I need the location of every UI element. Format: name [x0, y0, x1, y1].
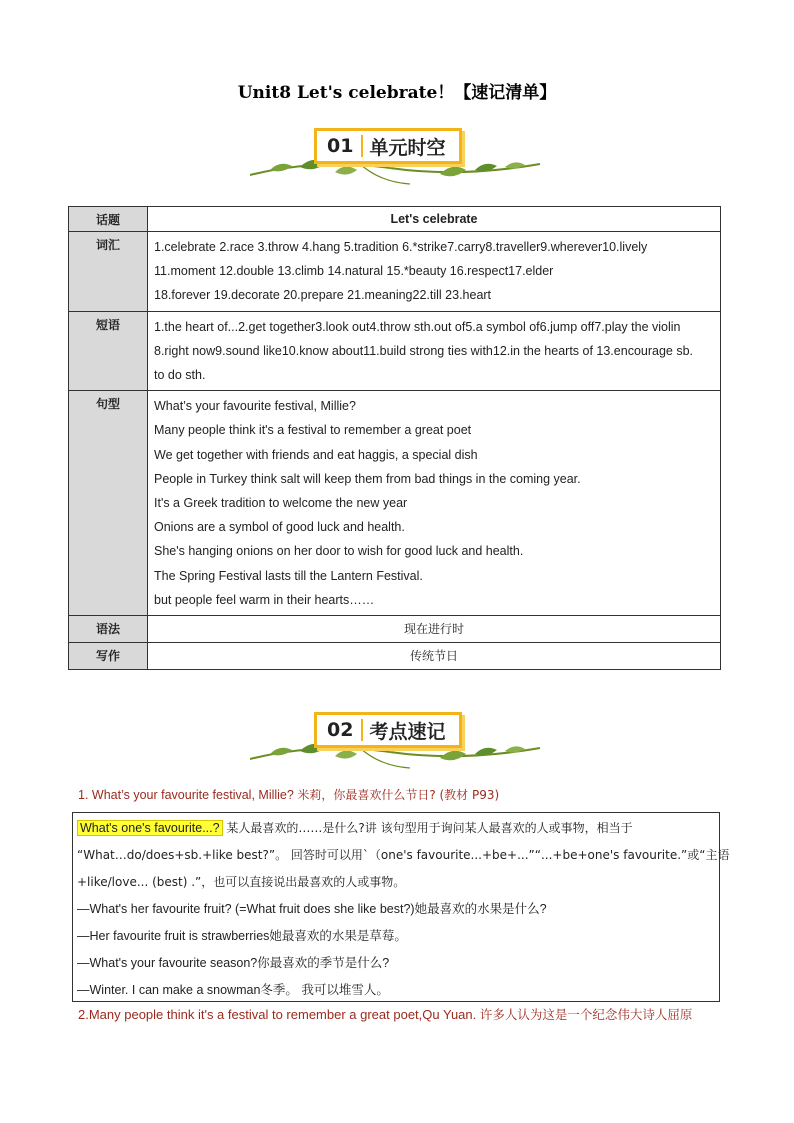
- sentence-line: The Spring Festival lasts till the Lantern Festival.: [154, 568, 423, 583]
- example-line: —Winter. I can make a snowman冬季。 我可以堆雪人。: [77, 983, 389, 997]
- section-header-01: [0, 120, 794, 190]
- table-row: [69, 616, 721, 643]
- vocab-line: 11.moment 12.double 13.climb 14.natural 15.*beauty 16.respect17.elder: [154, 264, 554, 279]
- writing-value: 传统节日: [148, 643, 721, 670]
- key-point-1: [78, 786, 499, 803]
- section-number: 01: [317, 135, 363, 157]
- row-label-grammar: 语法: [69, 616, 148, 643]
- phrase-cell: [148, 311, 721, 391]
- explanation-line: “What…do/does+sb.+like best?”。 回答时可以用`（one's favourite...+be+...”“...+be+one's favourite.”或“主语: [77, 848, 730, 862]
- unit-overview-table: [68, 206, 721, 670]
- sentence-line: What’s your favourite festival, Millie?: [154, 399, 356, 414]
- table-row: [69, 643, 721, 670]
- section-header-02: [0, 704, 794, 774]
- section-badge: [314, 712, 462, 748]
- key-point-1-cn: 米莉，你最喜欢什么节日? (教材 P93): [297, 788, 500, 802]
- section-label: 单元时空: [369, 136, 446, 159]
- section-number: 02: [317, 719, 363, 741]
- explanation-line: +like/love... (best) .”，也可以直接说出最喜欢的人或事物。: [77, 875, 406, 889]
- sentence-line: It's a Greek tradition to welcome the new year: [154, 496, 408, 511]
- table-row: [69, 391, 721, 616]
- explanation-line: [77, 815, 715, 842]
- grammar-value: 现在进行时: [148, 616, 721, 643]
- key-point-2: [78, 1005, 692, 1023]
- explanation-text: 某人最喜欢的……是什么?讲 该句型用于询问某人最喜欢的人或事物，相当于: [222, 821, 633, 835]
- row-label-writing: 写作: [69, 643, 148, 670]
- explanation-box: [72, 812, 730, 1002]
- page-title: Unit8 Let's celebrate！【速记清单】: [237, 83, 557, 103]
- section-label: 考点速记: [369, 720, 446, 743]
- section-badge: [314, 128, 462, 164]
- sentence-line: She's hanging onions on her door to wish for good luck and health.: [154, 544, 524, 559]
- sentence-line: but people feel warm in their hearts……: [154, 592, 375, 607]
- topic-cell: [148, 207, 721, 232]
- sentence-cell: [148, 391, 721, 616]
- sentence-line: Many people think it's a festival to remember a great poet: [154, 423, 472, 438]
- example-line: —What's her favourite fruit? (=What fruit does she like best?)她最喜欢的水果是什么?: [77, 902, 547, 916]
- table-row: [69, 311, 721, 391]
- key-point-2-en: 2.Many people think it's a festival to remember a great poet,Qu Yuan.: [78, 1007, 480, 1022]
- phrase-line: 8.right now9.sound like10.know about11.build strong ties with12.in the hearts of 13.encourage sb.: [154, 343, 694, 358]
- row-label-vocab: 词汇: [69, 232, 148, 312]
- phrase-line: to do sth.: [154, 368, 206, 383]
- highlighted-pattern: What's one's favourite...?: [77, 820, 223, 836]
- table-row: [69, 207, 721, 232]
- sentence-line: People in Turkey think salt will keep them from bad things in the coming year.: [154, 471, 581, 486]
- example-line: —Her favourite fruit is strawberries她最喜欢的水果是草莓。: [77, 929, 407, 943]
- vocab-cell: [148, 232, 721, 312]
- row-label-sentence: 句型: [69, 391, 148, 616]
- phrase-line: 1.the heart of...2.get together3.look out4.throw sth.out of5.a symbol of6.jump off7.play the violin: [154, 319, 681, 334]
- table-row: [69, 232, 721, 312]
- sentence-line: Onions are a symbol of good luck and health.: [154, 520, 405, 535]
- key-point-1-en: 1. What’s your favourite festival, Millie?: [78, 788, 298, 802]
- row-label-topic: 话题: [69, 207, 148, 232]
- key-point-2-cn: 许多人认为这是一个纪念伟大诗人屈原: [479, 1007, 693, 1022]
- example-line: —What's your favourite season?你最喜欢的季节是什么?: [77, 956, 390, 970]
- topic-value: Let's celebrate: [390, 212, 478, 226]
- row-label-phrase: 短语: [69, 311, 148, 391]
- sentence-line: We get together with friends and eat haggis, a special dish: [154, 447, 478, 462]
- vocab-line: 1.celebrate 2.race 3.throw 4.hang 5.tradition 6.*strike7.carry8.traveller9.wherever10.lively: [154, 240, 648, 254]
- vocab-line: 18.forever 19.decorate 20.prepare 21.meaning22.till 23.heart: [154, 288, 492, 303]
